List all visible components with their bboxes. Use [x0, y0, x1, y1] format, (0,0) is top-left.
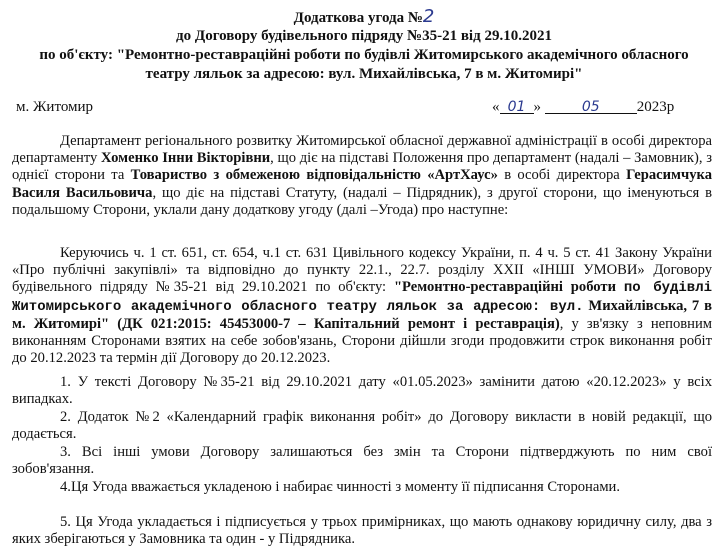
contract-reference: до Договору будівельного підряду №35-21 від 29.10.2021 [176, 28, 552, 44]
date-close-quote: » [533, 99, 541, 115]
agreement-title-prefix: Додаткова угода № [293, 10, 423, 26]
object-name-end: Михайлівська, 7 в м. Житомирі" (ДК 021:2015: 45453000-7 – Капітальний ремонт і реставрація) [12, 297, 712, 332]
contractor-company-name: Товариство з обмеженою відповідальністю «АртХаус» [130, 167, 498, 184]
object-name-start: "Ремонтно-реставраційні роботи [393, 279, 616, 296]
legal-basis-paragraph [12, 245, 712, 367]
clause-3: 3. Всі інші умови Договору залишаються без змін та Сторони підтверджують по ним свої зобов'язання. [12, 444, 712, 478]
intro-text-3: в особі директора [497, 167, 627, 184]
basis-text-2: , у зв'язку з неповним виконанням Сторонами взятих на себе зобов'язань, Сторони дійшли згоди продовжити строк виконання робіт до 20.12.2023 та термін дії Договору до 20.12.2023. [12, 315, 712, 367]
handwritten-month: 05 [581, 99, 600, 115]
intro-text-2: , що діє на підставі Положення про департамент (надалі – Замовник), з однієї сторони та [12, 150, 712, 184]
handwritten-agreement-number: 2 [422, 6, 435, 27]
clause-1: 1. У тексті Договору №35-21 від 29.10.2021 дату «01.05.2023» замінити датою «20.12.2023» у всіх випадках. [12, 374, 712, 408]
contractor-director-name: Герасимчука Василя Васильовича [12, 167, 713, 201]
place-of-signing: м. Житомир [16, 99, 94, 115]
clause-4: 4.Ця Угода вважається укладеною і набирає чинності з моменту її підписання Сторонами. [60, 479, 621, 495]
clause-5: 5. Ця Угода укладається і підписується у трьох примірниках, що мають однакову юридичну силу, два з яких зберігаються у Замовника та один - у Підрядника. [12, 514, 712, 548]
date-year: 2023р [636, 99, 675, 115]
intro-text-4: , що діє на підставі Статуту, (надалі – Підрядник), з другої сторони, що іменуються в подальшому Сторони, уклали дану додаткову угоду (далі –Угода) про наступне: [12, 184, 712, 218]
basis-text-1: Керуючись ч. 1 ст. 651, ст. 654, ч.1 ст. 631 Цивільного кодексу України, п. 4 ч. 5 ст. 41 Закону України «Про публічні закупівлі» та відповідно до пункту 22.1., 22.7. розділу XXII «ІНШІ УМОВИ» Договору будівельного підряду №35-21 від 29.10.2021 по об'єкту: [12, 245, 712, 296]
customer-director-name: Хоменко Інни Вікторівни [101, 150, 271, 167]
parties-paragraph [12, 133, 712, 219]
object-title-line-2: театру ляльок за адресою: вул. Михайлівська, 7 в м. Житомирі" [145, 66, 583, 82]
object-name-middle: по будівлі Житомирського академічного обласного театру ляльок за адресою: вул. [12, 280, 713, 315]
date-open-quote: « [492, 99, 500, 115]
agreement-title [0, 8, 728, 27]
handwritten-day: 01 [507, 99, 526, 115]
object-title-line-1: по об'єкту: "Ремонтно-реставраційні роботи по будівлі Житомирського академічного обласного [39, 47, 689, 63]
intro-text-1: Департамент регіонального розвитку Житомирської обласної державної адміністрації в особі директора департаменту [12, 133, 712, 167]
clause-2: 2. Додаток №2 «Календарний графік виконання робіт» до Договору викласти в новій редакції, що додається. [12, 409, 712, 443]
signing-date [492, 98, 674, 116]
